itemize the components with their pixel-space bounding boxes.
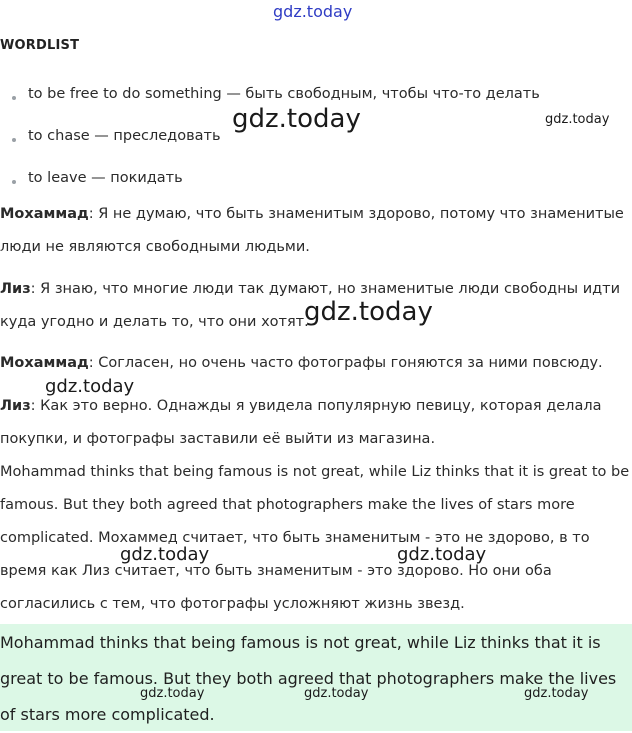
dialogue-line (0, 390, 632, 456)
watermark: gdz.today (397, 544, 487, 565)
watermark-top: gdz.today (273, 2, 353, 21)
watermark: gdz.today (140, 686, 205, 701)
wordlist-heading: WORDLIST (0, 38, 80, 53)
dialogue-line (0, 198, 632, 264)
speaker-name: Лиз (0, 398, 31, 414)
dialogue-text: : Как это верно. Однажды я увидела популярную певицу, которая делала покупки, и фотографы заставили её выйти из магазина. (0, 398, 602, 447)
watermark: gdz.today (304, 686, 369, 701)
dialogue-text: : Я знаю, что многие люди так думают, но знаменитые люди свободны идти куда угодно и делать то, что они хотят. (0, 281, 621, 330)
dialogue-text: : Согласен, но очень часто фотографы гоняются за ними повсюду. (88, 355, 603, 371)
speaker-name: Лиз (0, 281, 31, 297)
answer-text: Mohammad thinks that being famous is not great, while Liz thinks that it is great to be famous. But they both agreed that photographers make the lives of stars more complicated. (0, 633, 617, 724)
summary-paragraph: Mohammad thinks that being famous is not great, while Liz thinks that it is great to be famous. But they both agreed that photographers make the lives of stars more complicated. Мохаммед считает, что быть знаменитым - это не здорово, в то время как Лиз считает, что быть знаменитым - это здорово. Но они оба согласились с тем, что фотографы усложняют жизнь звезд. (0, 464, 630, 612)
watermark: gdz.today (304, 297, 433, 327)
watermark: gdz.today (545, 112, 610, 127)
watermark: gdz.today (120, 544, 210, 565)
watermark: gdz.today (524, 686, 589, 701)
dialogue-text: : Я не думаю, что быть знаменитым здорово, потому что знаменитые люди не являются свободными людьми. (0, 206, 624, 255)
speaker-name: Мохаммад (0, 355, 89, 371)
wordlist-item: to leave — покидать (16, 170, 183, 186)
answer-highlight (0, 624, 632, 731)
speaker-name: Мохаммад (0, 206, 89, 222)
watermark: gdz.today (45, 376, 135, 397)
watermark: gdz.today (232, 104, 361, 134)
wordlist-item: to chase — преследовать (16, 128, 221, 144)
wordlist-item: to be free to do something — быть свободным, чтобы что-то делать (16, 86, 540, 102)
